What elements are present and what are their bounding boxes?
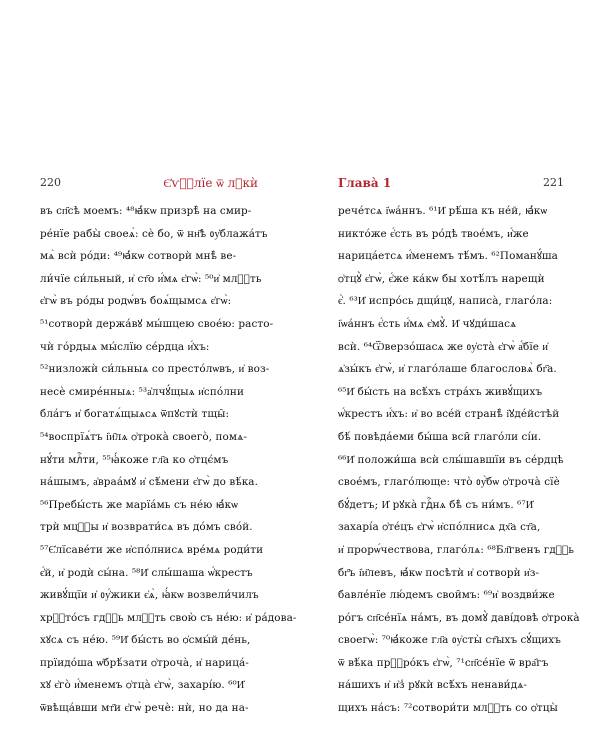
text-line: на́шихъ и҆ и҆з̾ рꙋкѝ всѣ́хъ ненави́дѧ-	[338, 679, 528, 692]
text-line: є҆гѡ̀ въ ро́ды родѡ́въ боѧ́щымсѧ є҆гѡ̀:	[40, 295, 232, 308]
text-line: ли́чїе си́льный, и҆ ст҃о и҆́мѧ є҆гѡ̀: ⁵⁰и҆ млⷭ҇ть	[40, 272, 262, 285]
text-line: мѧ̀ всѝ ро́ди: ⁴⁹ꙗ҆́кѡ сотворѝ мнѣ̀ ве-	[40, 250, 237, 263]
running-title: Є҆ѵⷢ҇лїе ѿ лꙋкѝ	[163, 176, 258, 190]
text-line: въ сп҃сѣ моемъ: ⁴⁸ꙗ҆́кѡ призрѣ̀ на смир-	[40, 205, 252, 217]
text-line: ѿ вѣ́ка прⷪ҇ро́къ є҆гѡ̀, ⁷¹сп҃се́нїе ѿ вра҄гъ	[338, 656, 549, 669]
text-line: своегѡ̀: ⁷⁰ꙗ҆́коже гл҃а ᲂу҆сты̀ ст҃ыхъ сꙋ́щихъ	[338, 634, 561, 647]
text-line: ѻ҆тцꙋ̀ є҆гѡ̀, є҆́же ка́кѡ бы хотѣ́лъ нарещѝ	[338, 272, 545, 285]
text-line: трѝ мцⷭ҇ы и҆ возврати́сѧ въ до́мъ сво́й.	[40, 521, 253, 534]
text-line: захарі́а ѻ҆те́цъ є҆гѡ̀ и҆спо́лнисѧ дх҃а ст҃а,	[338, 521, 541, 534]
text-line: рече́тсѧ і҆ѡа́ннъ. ⁶¹И҆ рѣ́ша къ не́й, ꙗ҆́кѡ	[338, 205, 548, 217]
text-line: ⁵⁴воспрїѧ́тъ і҆и҃лѧ ѻ҆трока̀ своего̀, помѧ-	[40, 430, 247, 443]
text-line: ро́гъ сп҃се́нїѧ на́мъ, въ домꙋ̀ даві́довѣ ѻ҆трока̀	[338, 611, 580, 624]
text-line: прїидо́ша ѡ҆брѣ́зати ѻ҆троча̀, и҆ нарица́-	[40, 656, 249, 669]
text-line: хꙋсѧ съ не́ю. ⁵⁹И҆ бы́сть во ѻ҆смы́й де́нь,	[40, 634, 251, 647]
text-column	[338, 200, 580, 720]
text-line: бавле́нїе лю́демъ свои̑мъ: ⁶⁹и҆ воздви́же	[338, 589, 555, 602]
page-number: 220	[40, 176, 61, 189]
right-page	[300, 0, 600, 750]
text-line: ⁵¹сотворѝ держа́вꙋ мы́шцею свое́ю: расто-	[40, 317, 274, 330]
page-number: 221	[543, 176, 564, 189]
text-line: свое́мъ, глаго́люще: что̀ ᲂу҆̀бѡ ѻ҆троча̀ сїѐ	[338, 476, 560, 489]
text-line: є҆̀. ⁶³И҆ испро́сь дщи́цꙋ, написа̀, глаго́ла:	[338, 295, 553, 308]
text-line: ѿвѣща́вши мт҃и є҆гѡ̀ речѐ: нѝ, но да на-	[40, 702, 249, 715]
text-line: бла́гъ и҆ богатѧ́щыѧсѧ ѿпꙋстѝ тщы̑:	[40, 408, 230, 421]
text-line: на́шымъ, а҆враа́мꙋ и҆ сѣ́мени є҆гѡ̀ до вѣ́ка.	[40, 476, 258, 489]
running-title: Глава̀ 1	[338, 176, 392, 190]
text-line: хрⷭ҇то́съ гдⷭ҇ь млⷭ҇ть свою̀ съ не́ю: и҆ ра́дова-	[40, 611, 297, 624]
text-line: ре́нїе рабы̀ своеѧ̀: сѐ бо, ѿ нн҃ѣ ᲂу҆блажа́тъ	[40, 227, 268, 240]
text-line: нꙋ́ти млⷭ҇ти, ⁵⁵ꙗ҆́коже гл҃а ко ѻ҆тцє́мъ	[40, 453, 229, 466]
text-line: ⁵⁷Є҆лїсаве́ти же и҆спо́лнисѧ вре́мѧ роди́ти	[40, 543, 264, 556]
text-line: бѣ́ повѣда́еми бы́ша вси̑ глаго́ли сі́и.	[338, 430, 542, 443]
text-line: хꙋ є҆го̀ и҆́менемъ ѻ҆тца̀ є҆гѡ̀, захарі́ю. ⁶⁰И҆	[40, 679, 245, 692]
text-line: ⁶⁶И҆ положи́ша всѝ слы́шавшїи въ се́рдцѣ	[338, 453, 564, 466]
text-line: ⁵⁶Пребы́сть же марїа́мь съ не́ю ꙗ҆́кѡ	[40, 498, 238, 511]
text-line: всѝ. ⁶⁴Ѿверзо́шасѧ же ᲂу҆ста̀ є҆гѡ̀ а҆́бїе и҆	[338, 340, 549, 353]
text-column	[40, 200, 297, 720]
text-line: никто́же є҆́сть въ ро́дѣ твое́мъ, и҆́же	[338, 227, 529, 240]
text-line: і҆ѡа́ннъ є҆́сть и҆́мѧ є҆мꙋ̀. И҆ чꙋди́шасѧ	[338, 317, 517, 330]
text-line: несѐ смире́нныѧ: ⁵³а҆лчꙋ́щыѧ и҆спо́лни	[40, 385, 244, 398]
text-line: щихъ на́съ: ⁷²сотвори́ти млⷭ҇ть со ѻ҆тцы̀	[338, 702, 558, 715]
text-line: бꙋ́детъ; И҆ рꙋка̀ гдⷭ҇нѧ бѣ̀ съ ни́мъ. ⁶⁷И҆	[338, 498, 534, 511]
text-line: ѧ҆зы́къ є҆гѡ̀, и҆ глаго́лаше благословѧ̀ бг҃а.	[338, 363, 557, 376]
text-line: чѝ го́рдыѧ мы́слїю се́рдца и҆́хъ:	[40, 340, 210, 353]
text-line: и҆ прорѡ́чествова, глаго́лѧ: ⁶⁸Бл҃гвенъ гдⷭ҇ь	[338, 543, 575, 556]
text-line: є҆́й, и҆ родѝ сы́на. ⁵⁸И҆ слы́шаша ѡ҆́крестъ	[40, 566, 253, 579]
text-line: живꙋ́щїи и҆ ᲂу҆́жики є҆ѧ̀, ꙗ҆́кѡ возвели́чилъ	[40, 589, 259, 602]
text-line: ѡ҆́крестъ и҆́хъ: и҆ во все́й странѣ̀ і҆ꙋде́йстѣй	[338, 408, 560, 421]
text-line: нарица́етсѧ и҆́менемъ тѣ́мъ. ⁶²Поманꙋ́ша	[338, 250, 558, 263]
text-line: ⁵²низложѝ си́льныѧ со престо́лѡвъ, и҆ воз-	[40, 363, 270, 376]
text-line: бг҃ъ і҆и҃левъ, ꙗ҆́кѡ посѣтѝ и҆ сотворѝ и҆з-	[338, 566, 540, 579]
text-line: ⁶⁵И҆ бы́сть на всѣ́хъ стра́хъ живꙋ́щихъ	[338, 385, 543, 398]
